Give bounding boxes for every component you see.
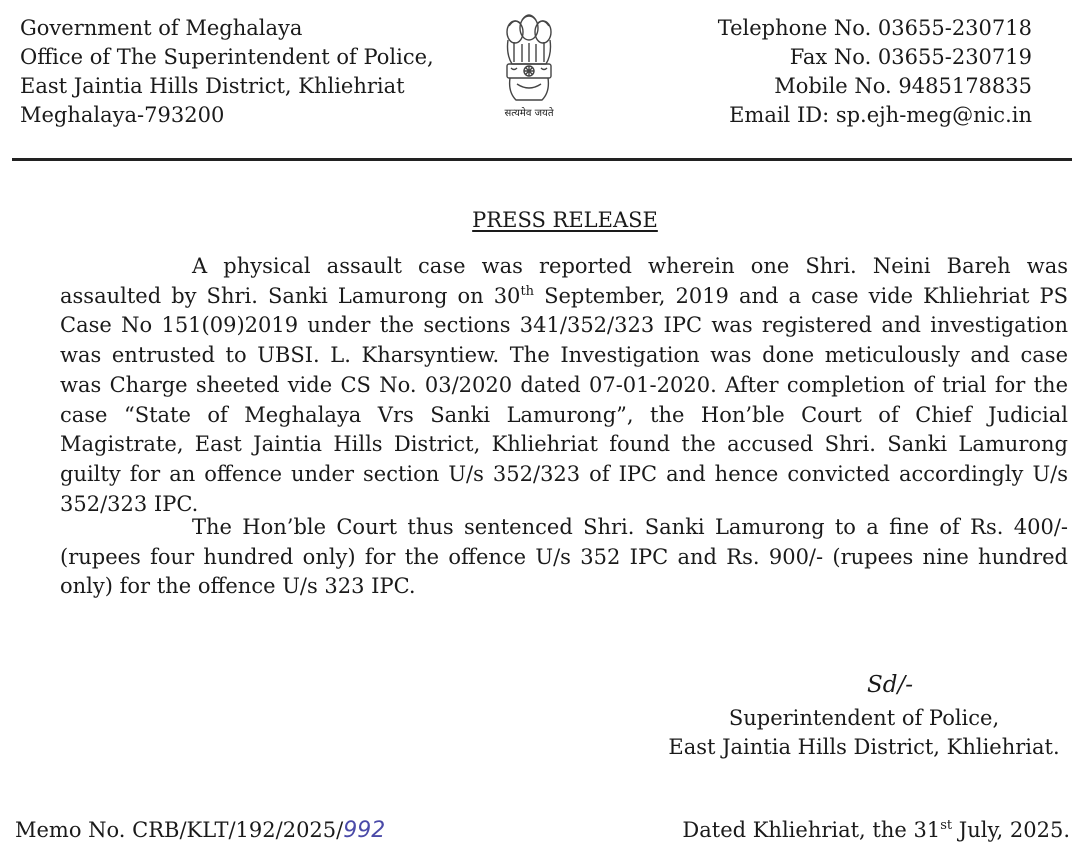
signatory-office: East Jaintia Hills District, Khliehriat. [668,735,1060,759]
mobile: Mobile No. 9485178835 [774,74,1032,98]
document-title: PRESS RELEASE [472,208,658,232]
memo-number [15,818,385,843]
paragraph-sentence: The Hon’ble Court thus sentenced Shri. Sanki Lamurong to a fine of Rs. 400/- (rupees four hundred only) for the offence U/s 352 IPC and Rs. 900/- (rupees nine hundred only) for the offence U/s 323 IPC. [60,515,1068,599]
state-emblem [498,8,560,128]
emblem-motto: सत्यमेव जयते [504,108,554,119]
address-line-3: East Jaintia Hills District, Khliehriat [20,74,405,98]
para1-text-a: A physical assault case was reported wherein one Shri. Neini Bareh was assaulted by Shri. Sanki Lamurong on 30 [60,254,1068,308]
para1-text-b: September, 2019 and a case vide Khliehriat PS Case No 151(09)2019 under the sections 341/352/323 IPC was registered and investigation was entrusted to UBSI. L. Kharsyntiew. The Investigation was done meticulously and case was Charge sheeted vide CS No. 03/2020 dated 07-01-2020. After completion of trial for the case “State of Meghalaya Vrs Sanki Lamurong”, the Hon’ble Court of Chief Judicial Magistrate, East Jaintia Hills District, Khliehriat found the accused Shri. Sanki Lamurong guilty for an offence under section U/s 352/323 of IPC and hence convicted accordingly U/s 352/323 IPC. [60,283,1068,516]
address-line-1: Government of Meghalaya [20,16,303,40]
paragraph-case-details [60,252,1068,519]
address-line-2: Office of The Superintendent of Police, [20,45,434,69]
memo-prefix: Memo No. CRB/KLT/192/2025/ [15,818,344,842]
lion-capital-icon [500,8,558,110]
telephone: Telephone No. 03655-230718 [717,16,1032,40]
fax: Fax No. 03655-230719 [789,45,1032,69]
email: Email ID: sp.ejh-meg@nic.in [729,103,1032,127]
sender-address [20,14,434,130]
signatory-block [610,704,1077,762]
para1-superscript: th [520,283,535,299]
date-line [682,818,1070,842]
date-superscript: st [940,818,953,833]
date-prefix: Dated Khliehriat, the 31 [682,818,941,842]
signatory-designation: Superintendent of Police, [728,706,1000,730]
memo-handwritten-number: 992 [343,818,386,843]
address-line-4: Meghalaya-793200 [20,103,225,127]
signature-mark: Sd/- [867,672,913,698]
date-suffix: July, 2025. [952,818,1070,842]
header-divider [12,158,1072,161]
contact-details [718,14,1032,130]
